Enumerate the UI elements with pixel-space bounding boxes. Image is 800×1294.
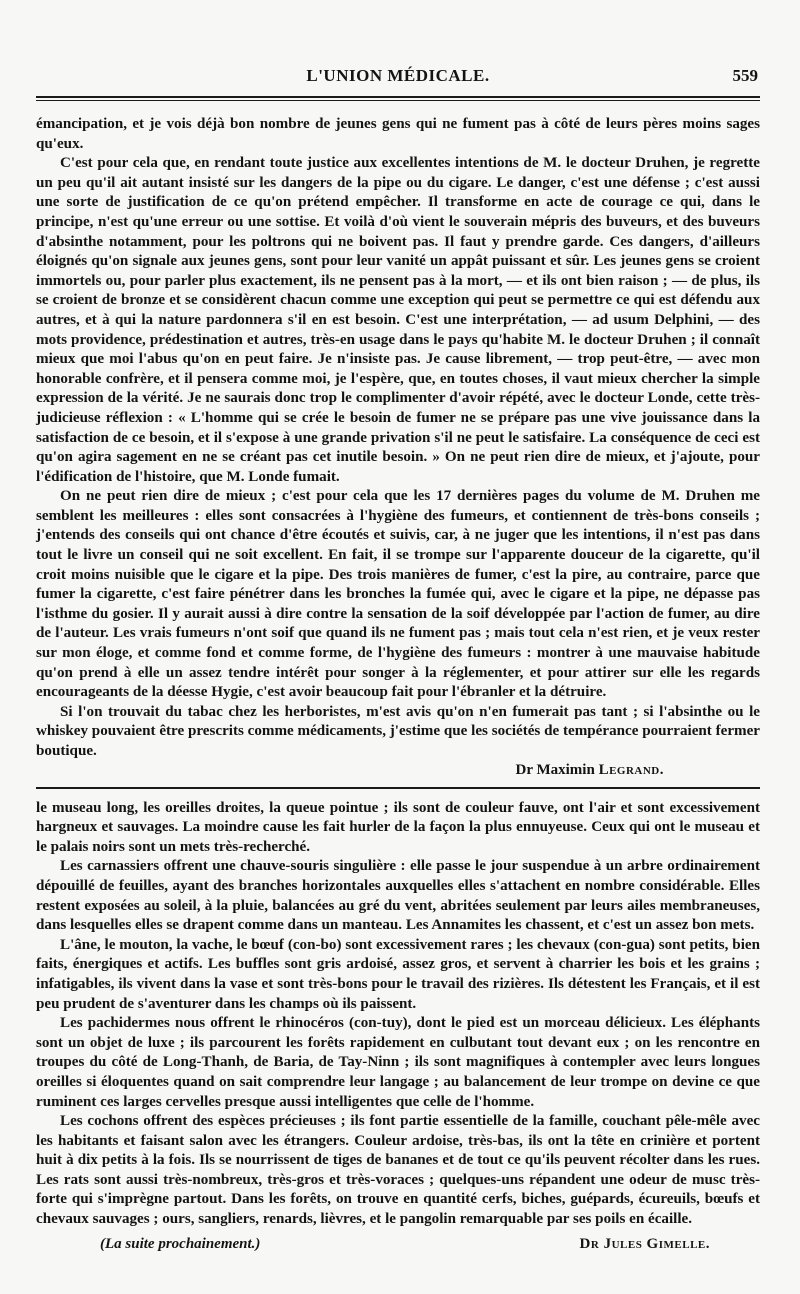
- author-signature: Dr Jules Gimelle.: [579, 1235, 710, 1252]
- article-cochinchina-fauna: [36, 799, 760, 1230]
- paragraph: Si l'on trouvait du tabac chez les herboristes, m'est avis qu'on n'en fumerait pas tant ; si l'absinthe ou le whiskey pouvaient être prescrits comme médicaments, j'estime que les sociétés de tempérance pourraient fermer boutique.: [36, 703, 760, 759]
- signature-name: Legrand.: [598, 761, 664, 778]
- paragraph: émancipation, et je vois déjà bon nombre de jeunes gens qui ne fument pas à côté de leurs pères moins sages qu'eux.: [36, 116, 760, 152]
- paragraph: C'est pour cela que, en rendant toute justice aux excellentes intentions de M. le docteur Druhen, je regrette un peu qu'il ait autant insisté sur les dangers de la pipe ou du cigare. Le danger, c'est une défense ; c'est aussi une sorte de justification de ce qu'on prétend empêcher. Il transforme en acte de courage ce qui, dans le principe, n'est qu'une erreur ou une sottise. Et voilà d'où vient le souverain mépris des buveurs, et des buveurs d'absinthe notamment, pour les poltrons qui ne boivent pas. Il faut y prendre garde. Ces dangers, d'ailleurs éloignés qu'on signale aux jeunes gens, sont pour leur vanité un appât puissant et sûr. Les jeunes gens se croient immortels ou, pour parler plus exactement, ils ne pensent pas à la mort, — et ils ont bien raison ; — de plus, ils se croient de bronze et se considèrent chacun comme une exception qui peut se permettre ce qui est défendu aux autres, et à qui la nature pardonnera s'il en est besoin. C'est une interprétation, — ad usum Delphini, — des mots providence, prédestination et autres, très-en usage dans le pays qu'habite M. le docteur Druhen ; il connaît mieux que moi l'abus qu'on en peut faire. Je n'insiste pas. Je cause librement, — trop peut-être, — avec mon honorable confrère, et il pensera comme moi, je l'espère, que, en toutes choses, il vaut mieux chercher la simple expression de la vérité. Je ne saurais donc trop le complimenter d'avoir répété, avec le docteur Londe, cette très-judicieuse réflexion : « L'homme qui se crée le besoin de fumer ne se prépare pas une vive jouissance dans la satisfaction de ce besoin, et il s'expose à une grande privation s'il ne peut le satisfaire. La conséquence de ceci est qu'on agira sagement en ne se créant pas cet inutile besoin. » On ne peut rien dire de mieux, et j'ajoute, pour l'édification de l'histoire, que M. Londe fumait.: [36, 155, 760, 485]
- paragraph: Les cochons offrent des espèces précieuses ; ils font partie essentielle de la famille, couchant pêle-mêle avec les habitants et faisant salon avec les étrangers. Couleur ardoise, très-bas, ils ont la tête en crinière et portent huit à dix petits à la fois. Ils se nourrissent de tiges de bananes et de tout ce qu'ils peuvent récolter dans les rues. Les rats sont aussi très-nombreux, très-gros et très-voraces ; quelques-uns répandent une odeur de musc très-forte qui s'imprègne partout. Dans les forêts, on trouve en quantité cerfs, biches, guépards, écureuils, bœufs et chevaux sauvages ; ours, sangliers, renards, lièvres, et le pangolin remarquable par ses poils en écaille.: [36, 1113, 760, 1228]
- section-rule: [36, 787, 760, 789]
- signature: [36, 762, 760, 779]
- paragraph: On ne peut rien dire de mieux ; c'est pour cela que les 17 dernières pages du volume de M. Druhen me semblent les meilleures : elles sont consacrées à l'hygiène des fumeurs, et contiennent de très-bons conseils ; j'entends des conseils qui ont chance d'être écoutés et suivis, car, à ne juger que les intentions, il n'est pas dans tout le livre un conseil qui ne soit excellent. En fait, il se trompe sur l'apparente douceur de la cigarette, qu'il croit moins nuisible que le cigare et la pipe. Des trois manières de fumer, c'est la pire, au contraire, parce que fumer la cigarette, c'est faire pénétrer dans les bronches la fumée qui, avec le cigare et la pipe, ne dépasse pas l'isthme du gosier. Il y aurait aussi à dire contre la sensation de la soif développée par l'action de fumer, au dire de l'auteur. Les vrais fumeurs n'ont soif que quand ils ne fument pas ; mais tout cela n'est rien, et je veux rester sur mon éloge, et comme fond et comme forme, de l'hygiène des fumeurs : montrer à une mauvaise habitude qu'on prend à elle un assez tendre intérêt pour songer à la réglementer, et pour attirer sur elle les regards encourageants de la déesse Hygie, c'est avoir beaucoup fait pour l'ébranler et la détruire.: [36, 488, 760, 701]
- paragraph: le museau long, les oreilles droites, la queue pointue ; ils sont de couleur fauve, ont l'air et sont excessivement hargneux et sauvages. La moindre cause les fait hurler de la façon la plus ennuyeuse. Ceux qui ont le museau et le palais noirs sont un mets très-recherché.: [36, 799, 760, 855]
- page-header: [36, 66, 760, 92]
- paragraph: Les carnassiers offrent une chauve-souris singulière : elle passe le jour suspendue à un arbre ordinairement dépouillé de feuilles, ayant des branches horizontales auxquelles elles s'attachent en nombre considérable. Elles restent exposées au soleil, à la pluie, balancées au gré du vent, abritées seulement par leurs ailes membraneuses, dans lesquelles elles se drapent comme dans un manteau. Les Annamites les chassent, et c'est un assez bon mets.: [36, 858, 760, 934]
- paragraph: Les pachidermes nous offrent le rhinocéros (con-tuy), dont le pied est un morceau délicieux. Les éléphants sont un objet de luxe ; ils parcourent les forêts rapidement en culbutant tout devant eux ; on les rencontre en troupes du côté de Long-Thanh, de Baria, de Tay-Ninn ; ils sont magnifiques à contempler avec leurs longues oreilles si éloquentes quand on sait comprendre leur langage ; au balancement de leur trompe on devine ce que ruminent ces larges cervelles presque aussi intelligentes que celle de l'homme.: [36, 1015, 760, 1110]
- article-tobacco: [36, 115, 760, 779]
- article-footer: [36, 1236, 760, 1258]
- running-title: L'UNION MÉDICALE.: [306, 66, 490, 85]
- signature-prefix: Dr Maximin: [515, 761, 595, 778]
- page-number: 559: [732, 66, 758, 85]
- continued-note: (La suite prochainement.): [100, 1235, 261, 1252]
- header-rule: [36, 96, 760, 101]
- paragraph: L'âne, le mouton, la vache, le bœuf (con-bo) sont excessivement rares ; les chevaux (con-gua) sont petits, bien faits, énergiques et actifs. Les buffles sont gris ardoisé, assez gros, et servent à charrier les bois et les grains ; infatigables, ils vivent dans la vase et sont très-bons pour le travail des rizières. Ils détestent les Français, et il est peu prudent de s'aventurer dans les champs où ils paissent.: [36, 936, 760, 1012]
